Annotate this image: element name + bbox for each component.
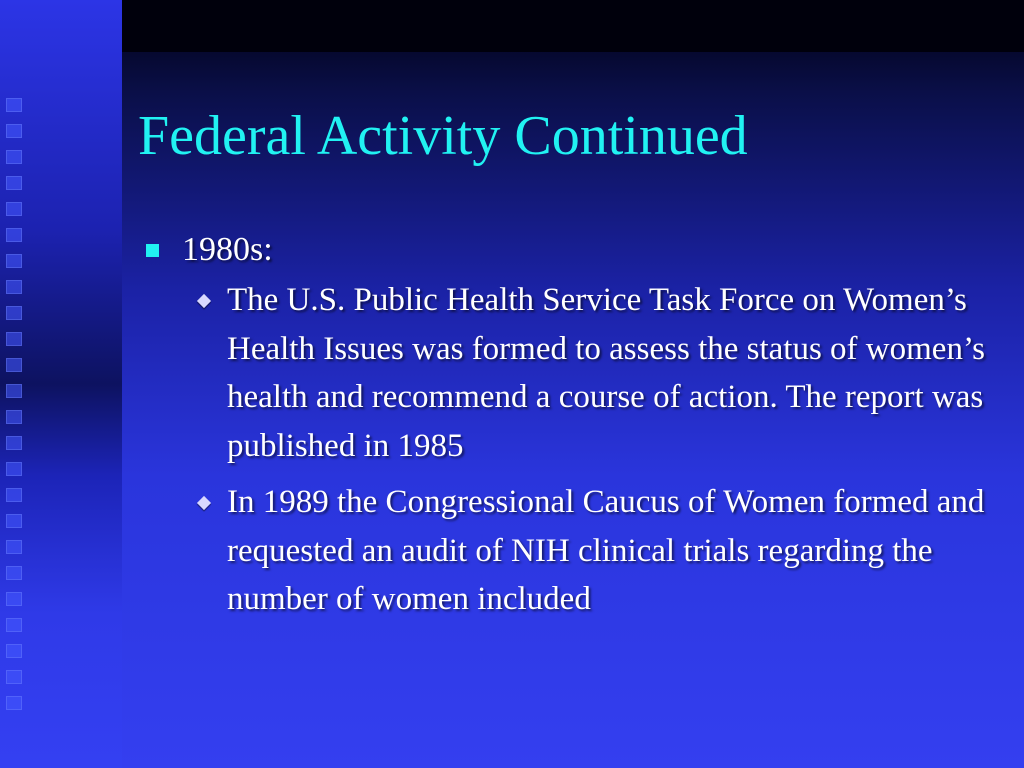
decorative-square bbox=[6, 592, 22, 606]
decorative-square bbox=[6, 696, 22, 710]
sub-bullet-text: In 1989 the Congressional Caucus of Women formed and requested an audit of NIH clinical trials regarding the number of women included bbox=[227, 484, 985, 617]
decorative-square bbox=[6, 670, 22, 684]
decorative-square bbox=[6, 332, 22, 346]
diamond-bullet-icon bbox=[197, 496, 211, 510]
bullet-label: 1980s: bbox=[182, 231, 273, 268]
decorative-square bbox=[6, 280, 22, 294]
decorative-square bbox=[6, 150, 22, 164]
sub-bullet-text: The U.S. Public Health Service Task Force on Women’s Health Issues was formed to assess the status of women’s health and recommend a course of action. The report was published in 1985 bbox=[227, 282, 985, 464]
decorative-square bbox=[6, 566, 22, 580]
sub-bullet-list bbox=[182, 276, 1000, 624]
diamond-bullet-icon bbox=[197, 294, 211, 308]
top-decorative-band bbox=[122, 0, 1024, 52]
decorative-square bbox=[6, 98, 22, 112]
decorative-square bbox=[6, 306, 22, 320]
decorative-square bbox=[6, 462, 22, 476]
decorative-square bbox=[6, 176, 22, 190]
sub-bullet-task-force bbox=[142, 276, 1000, 470]
slide-title: Federal Activity Continued bbox=[138, 105, 748, 167]
decorative-square bbox=[6, 228, 22, 242]
decorative-square bbox=[6, 358, 22, 372]
decorative-square bbox=[6, 436, 22, 450]
decorative-square-column bbox=[6, 98, 26, 718]
decorative-square bbox=[6, 618, 22, 632]
decorative-square bbox=[6, 254, 22, 268]
decorative-square bbox=[6, 410, 22, 424]
sub-bullet-caucus bbox=[142, 478, 1000, 624]
decorative-square bbox=[6, 514, 22, 528]
decorative-square bbox=[6, 644, 22, 658]
decorative-square bbox=[6, 488, 22, 502]
bullet-list bbox=[140, 226, 1000, 624]
bullet-1980s bbox=[140, 226, 1000, 624]
decorative-square bbox=[6, 202, 22, 216]
decorative-square bbox=[6, 384, 22, 398]
decorative-square bbox=[6, 540, 22, 554]
decorative-square bbox=[6, 124, 22, 138]
square-bullet-icon bbox=[146, 244, 159, 257]
